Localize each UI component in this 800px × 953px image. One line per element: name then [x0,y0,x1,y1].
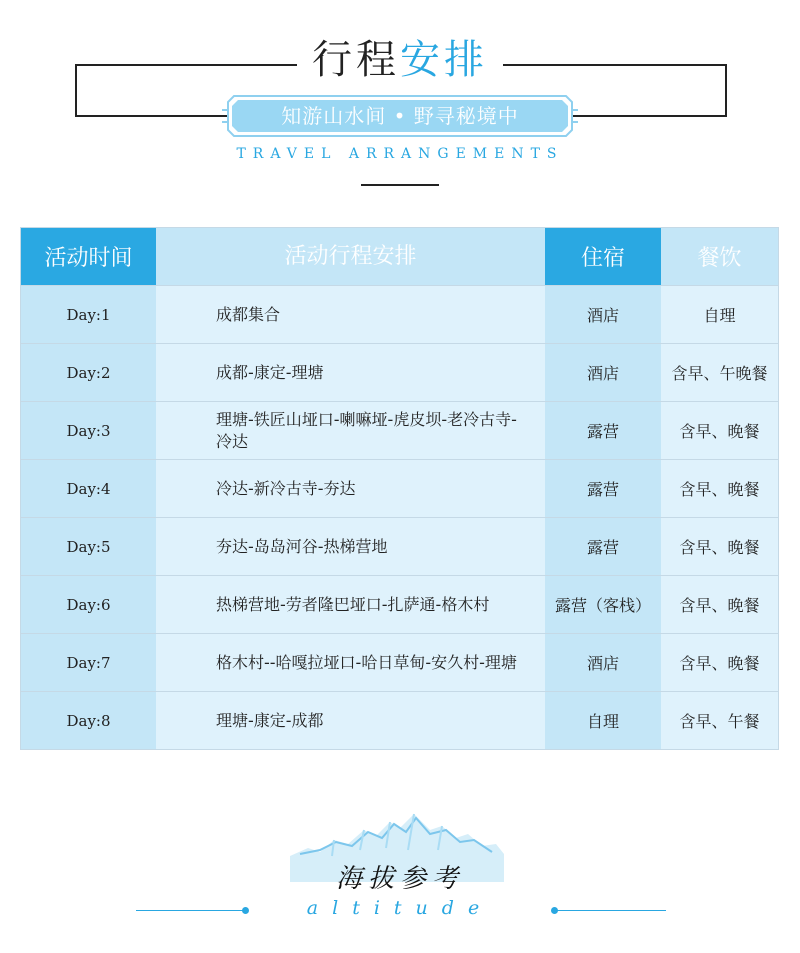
day-cell: Day:8 [21,692,156,749]
table-row [21,401,778,459]
meals-cell: 含早、晚餐 [661,402,778,459]
day-cell: Day:2 [21,344,156,401]
page-title [0,34,800,86]
route-cell: 冷达-新冷古寺-夯达 [156,460,545,517]
altitude-title: 海拔参考 [335,864,464,894]
itinerary-table [20,227,779,750]
column-header-time: 活动时间 [21,228,156,285]
meals-cell: 含早、晚餐 [661,634,778,691]
day-cell: Day:6 [21,576,156,633]
stay-cell: 酒店 [545,344,661,401]
table-row [21,575,778,633]
table-row [21,343,778,401]
stay-cell: 露营 [545,460,661,517]
table-row [21,459,778,517]
route-cell: 格木村--哈嘎拉垭口-哈日草甸-安久村-理塘 [156,634,545,691]
stay-cell: 露营 [545,518,661,575]
stay-cell: 酒店 [545,634,661,691]
day-cell: Day:1 [21,286,156,343]
table-row [21,633,778,691]
column-header-meals: 餐饮 [661,228,778,285]
route-cell: 理塘-铁匠山垭口-喇嘛垭-虎皮坝-老冷古寺-冷达 [156,402,545,459]
stay-cell: 露营（客栈） [545,576,661,633]
header-subtitle: TRAVEL ARRANGEMENTS [236,146,564,162]
meals-cell: 含早、午晚餐 [661,344,778,401]
banner-slogan: 知游山水间 • 野寻秘境中 [281,104,519,128]
table-row [21,691,778,749]
column-header-stay: 住宿 [545,228,661,285]
stay-cell: 酒店 [545,286,661,343]
day-cell: Day:5 [21,518,156,575]
day-cell: Day:4 [21,460,156,517]
meals-cell: 含早、晚餐 [661,518,778,575]
meals-cell: 自理 [661,286,778,343]
day-cell: Day:7 [21,634,156,691]
stay-cell: 露营 [545,402,661,459]
meals-cell: 含早、晚餐 [661,460,778,517]
column-header-route: 活动行程安排 [156,228,545,285]
route-cell: 热梯营地-劳者隆巴垭口-扎萨通-格木村 [156,576,545,633]
route-cell: 夯达-岛岛河谷-热梯营地 [156,518,545,575]
page-title-blue: 安排 [400,37,488,83]
table-row [21,517,778,575]
table-row [21,285,778,343]
meals-cell: 含早、晚餐 [661,576,778,633]
stay-cell: 自理 [545,692,661,749]
route-cell: 成都集合 [156,286,545,343]
table-header-row [21,228,778,285]
meals-cell: 含早、午餐 [661,692,778,749]
altitude-subtitle: altitude [306,897,494,919]
route-cell: 理塘-康定-成都 [156,692,545,749]
route-cell: 成都-康定-理塘 [156,344,545,401]
header-divider [361,184,439,186]
page-title-dark: 行程 [312,37,400,83]
day-cell: Day:3 [21,402,156,459]
